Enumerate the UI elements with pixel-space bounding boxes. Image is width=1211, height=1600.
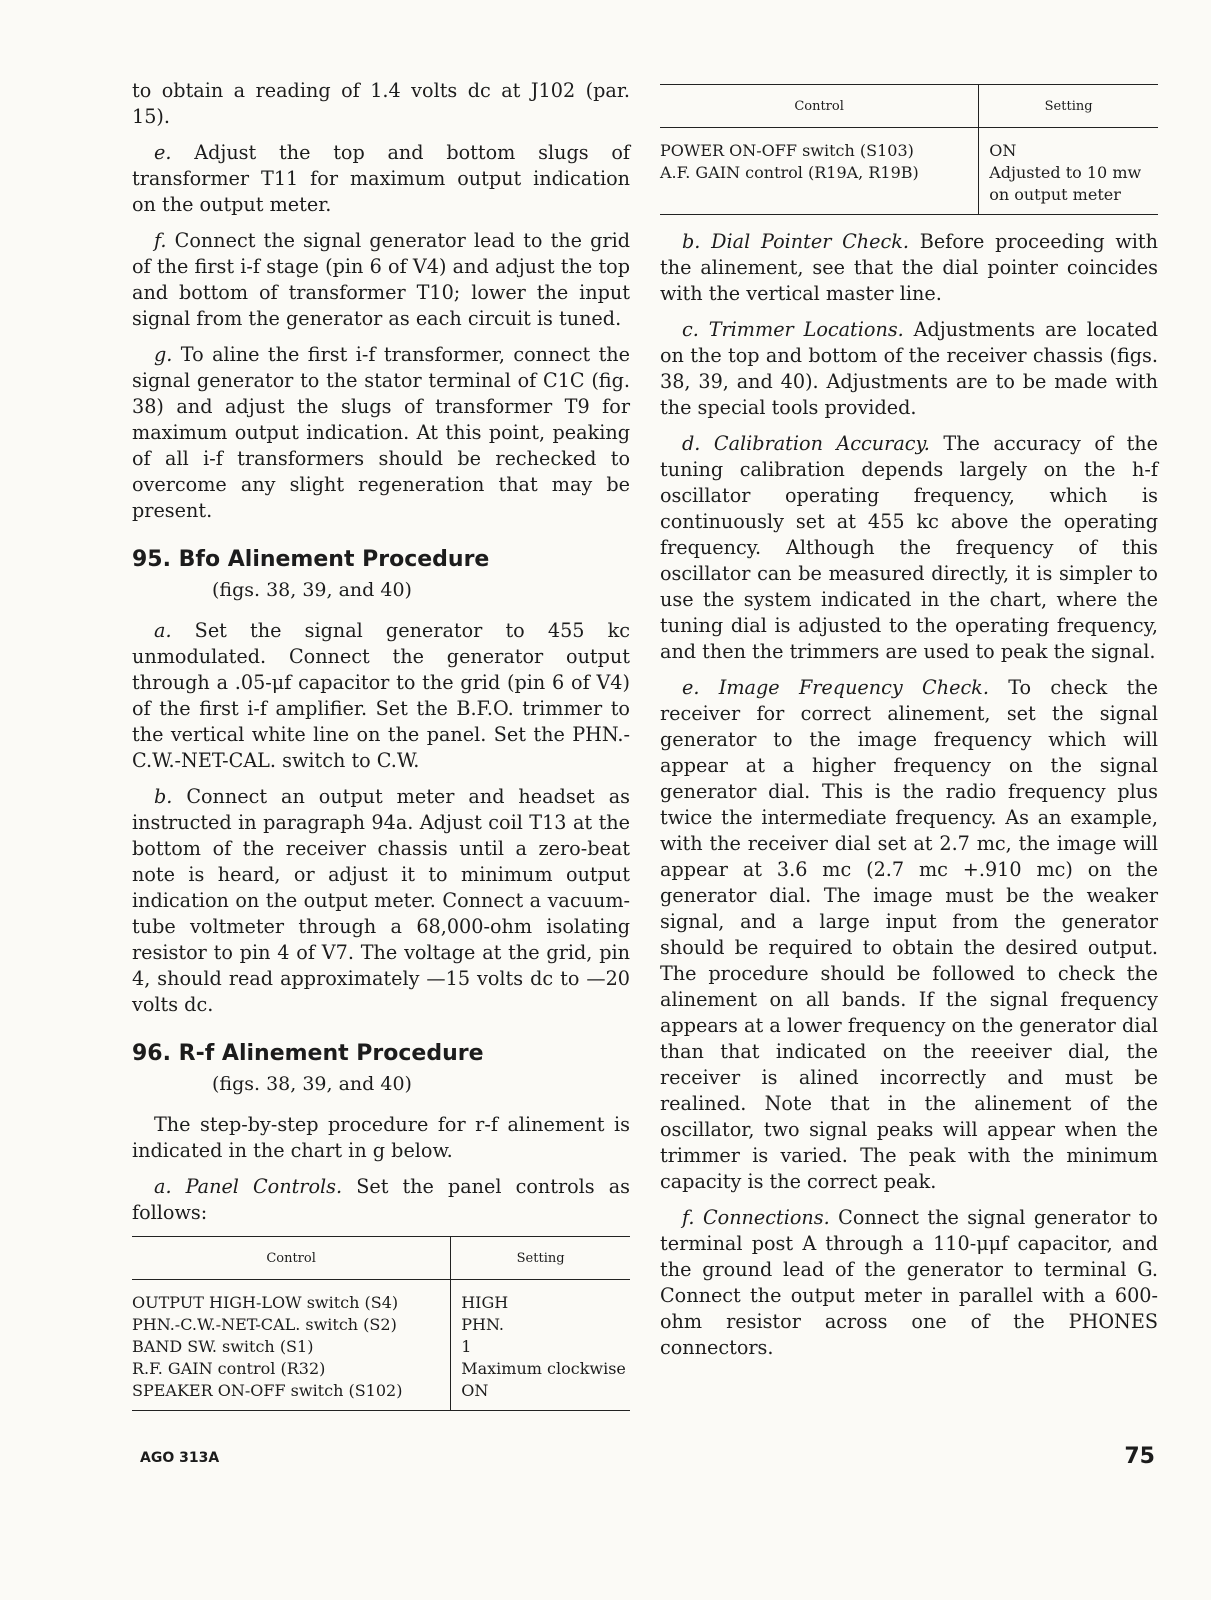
control-cell: POWER ON-OFF switch (S103)	[660, 128, 979, 163]
paragraph-continuation: to obtain a reading of 1.4 volts dc at J102 (par. 15).	[132, 79, 630, 128]
paragraph-96a	[132, 1174, 630, 1226]
paragraph-94f	[132, 228, 630, 332]
setting-cell: Maximum clockwise	[461, 1359, 626, 1378]
table-header-control: Control	[660, 85, 979, 128]
paragraph-text: Set the signal generator to 455 kc unmodulated. Connect the generator output through a .05-μf capacitor to the grid (pin 6 of V4) of the first i-f amplifier. Set the B.F.O. trimmer to the vertical white line on the panel. Set the PHN.-C.W.-NET-CAL. switch to C.W.	[132, 619, 630, 772]
section-heading-95: 95. Bfo Alinement Procedure	[132, 547, 490, 572]
section-heading-96: 96. R-f Alinement Procedure	[132, 1041, 484, 1066]
paragraph-96d	[660, 431, 1158, 665]
left-column	[132, 78, 630, 1425]
page-number: 75	[1124, 1444, 1155, 1469]
setting-cell: ON	[451, 1380, 630, 1411]
paragraph-text: Connect the signal generator lead to the grid of the first i-f stage (pin 6 of V4) and adjust the top and bottom of transformer T10; lower the input signal from the generator as each circuit is tuned.	[132, 229, 630, 330]
control-cell: A.F. GAIN control (R19A, R19B)	[660, 162, 979, 215]
footer-document-code: AGO 313A	[140, 1450, 220, 1466]
paragraph-text: Connect the signal generator to terminal post A through a 110-μμf capacitor, and the ground lead of the generator to terminal G. Connect the output meter in parallel with a 600-ohm resistor across one of the PHONES connectors.	[660, 1206, 1158, 1359]
setting-cell: HIGH	[461, 1293, 509, 1312]
table-row	[132, 1314, 630, 1336]
paragraph-text: Adjust the top and bottom slugs of transformer T11 for maximum output indication on the output meter.	[132, 141, 630, 216]
paragraph-text: To check the receiver for correct alinement, set the signal generator to the image frequency which will appear at a higher frequency on the signal generator dial. This is the radio frequency plus twice the intermediate frequency. As an example, with the receiver dial set at 2.7 mc, the image will appear at 3.6 mc (2.7 mc +.910 mc) on the generator dial. The image must be the weaker signal, and a large input from the generator should be required to obtain the desired output. The procedure should be followed to check the alinement on all bands. If the signal frequency appears at a lower frequency on the generator dial than that indicated on the reeeiver dial, the receiver is alined incorrectly and must be realined. Note that in the alinement of the oscillator, two signal peaks will appear when the trimmer is varied. The peak with the minimum capacity is the correct peak.	[660, 676, 1158, 1193]
control-cell: PHN.-C.W.-NET-CAL. switch (S2)	[132, 1314, 451, 1336]
paragraph-94g	[132, 342, 630, 524]
section-subheading-95: (figs. 38, 39, and 40)	[212, 579, 412, 601]
panel-controls-table-continued	[660, 84, 1158, 215]
table-row	[660, 128, 1158, 163]
paragraph-label: d. Calibration Accuracy.	[682, 432, 930, 455]
setting-cell: ON	[989, 141, 1017, 160]
section-subheading-96: (figs. 38, 39, and 40)	[212, 1073, 412, 1095]
paragraph-label: e.	[154, 141, 172, 164]
paragraph-95b	[132, 784, 630, 1018]
table-row	[132, 1280, 630, 1315]
setting-cell: Adjusted to 10 mw on output meter	[979, 162, 1158, 215]
paragraph-label: b. Dial Pointer Check.	[682, 230, 909, 253]
paragraph-96c	[660, 317, 1158, 421]
paragraph-label: b.	[154, 785, 173, 808]
paragraph-96b	[660, 229, 1158, 307]
control-cell: OUTPUT HIGH-LOW switch (S4)	[132, 1280, 451, 1315]
paragraph-label: f.	[154, 229, 167, 252]
paragraph-text: Connect an output meter and headset as instructed in paragraph 94a. Adjust coil T13 at the bottom of the receiver chassis until a zero-beat note is heard, or adjust it to minimum output indication on the output meter. Connect a vacuum-tube voltmeter through a 68,000-ohm isolating resistor to pin 4 of V7. The voltage at the grid, pin 4, should read approximately —15 volts dc to —20 volts dc.	[132, 785, 630, 1016]
paragraph-label: a. Panel Controls.	[154, 1175, 343, 1198]
paragraph-label: a.	[154, 619, 172, 642]
setting-cell: PHN.	[461, 1315, 504, 1334]
paragraph-96e	[660, 675, 1158, 1195]
control-cell: SPEAKER ON-OFF switch (S102)	[132, 1380, 451, 1411]
paragraph-text: Adjustments are located on the top and bottom of the receiver chassis (figs. 38, 39, and 40). Adjustments are to be made with the special tools provided.	[660, 318, 1158, 419]
setting-cell: 1	[461, 1337, 472, 1356]
paragraph-label: c. Trimmer Locations.	[682, 318, 904, 341]
control-cell: BAND SW. switch (S1)	[132, 1336, 451, 1358]
paragraph-text: Set the panel controls as follows:	[132, 1175, 631, 1224]
table-header-setting: Setting	[451, 1237, 630, 1280]
paragraph-94e	[132, 140, 630, 218]
table-row	[132, 1358, 630, 1380]
table-header-setting: Setting	[979, 85, 1158, 128]
paragraph-96-intro: The step-by-step procedure for r-f alinement is indicated in the chart in g below.	[132, 1113, 630, 1162]
table-row	[132, 1336, 630, 1358]
control-cell: R.F. GAIN control (R32)	[132, 1358, 451, 1380]
paragraph-text: To aline the first i-f transformer, connect the signal generator to the stator terminal of C1C (fig. 38) and adjust the slugs of transformer T9 for maximum output indication. At this point, peaking of all i-f transformers should be rechecked to overcome any slight regeneration that may be present.	[132, 343, 630, 522]
paragraph-label: f. Connections.	[682, 1206, 830, 1229]
paragraph-label: g.	[154, 343, 173, 366]
paragraph-95a	[132, 618, 630, 774]
paragraph-text: The accuracy of the tuning calibration depends largely on the h-f oscillator operating frequency, which is continuously set at 455 kc above the operating frequency. Although the frequency of this oscillator can be measured directly, it is simpler to use the system indicated in the chart, where the tuning dial is adjusted to the operating frequency, and then the trimmers are used to peak the signal.	[660, 432, 1158, 663]
table-row	[660, 162, 1158, 215]
panel-controls-table	[132, 1236, 630, 1411]
paragraph-label: e. Image Frequency Check.	[682, 676, 989, 699]
table-header-control: Control	[132, 1237, 451, 1280]
paragraph-text: Before proceeding with the alinement, see that the dial pointer coincides with the vertical master line.	[660, 230, 1158, 305]
right-column	[660, 78, 1158, 1371]
table-row	[132, 1380, 630, 1411]
paragraph-96f	[660, 1205, 1158, 1361]
